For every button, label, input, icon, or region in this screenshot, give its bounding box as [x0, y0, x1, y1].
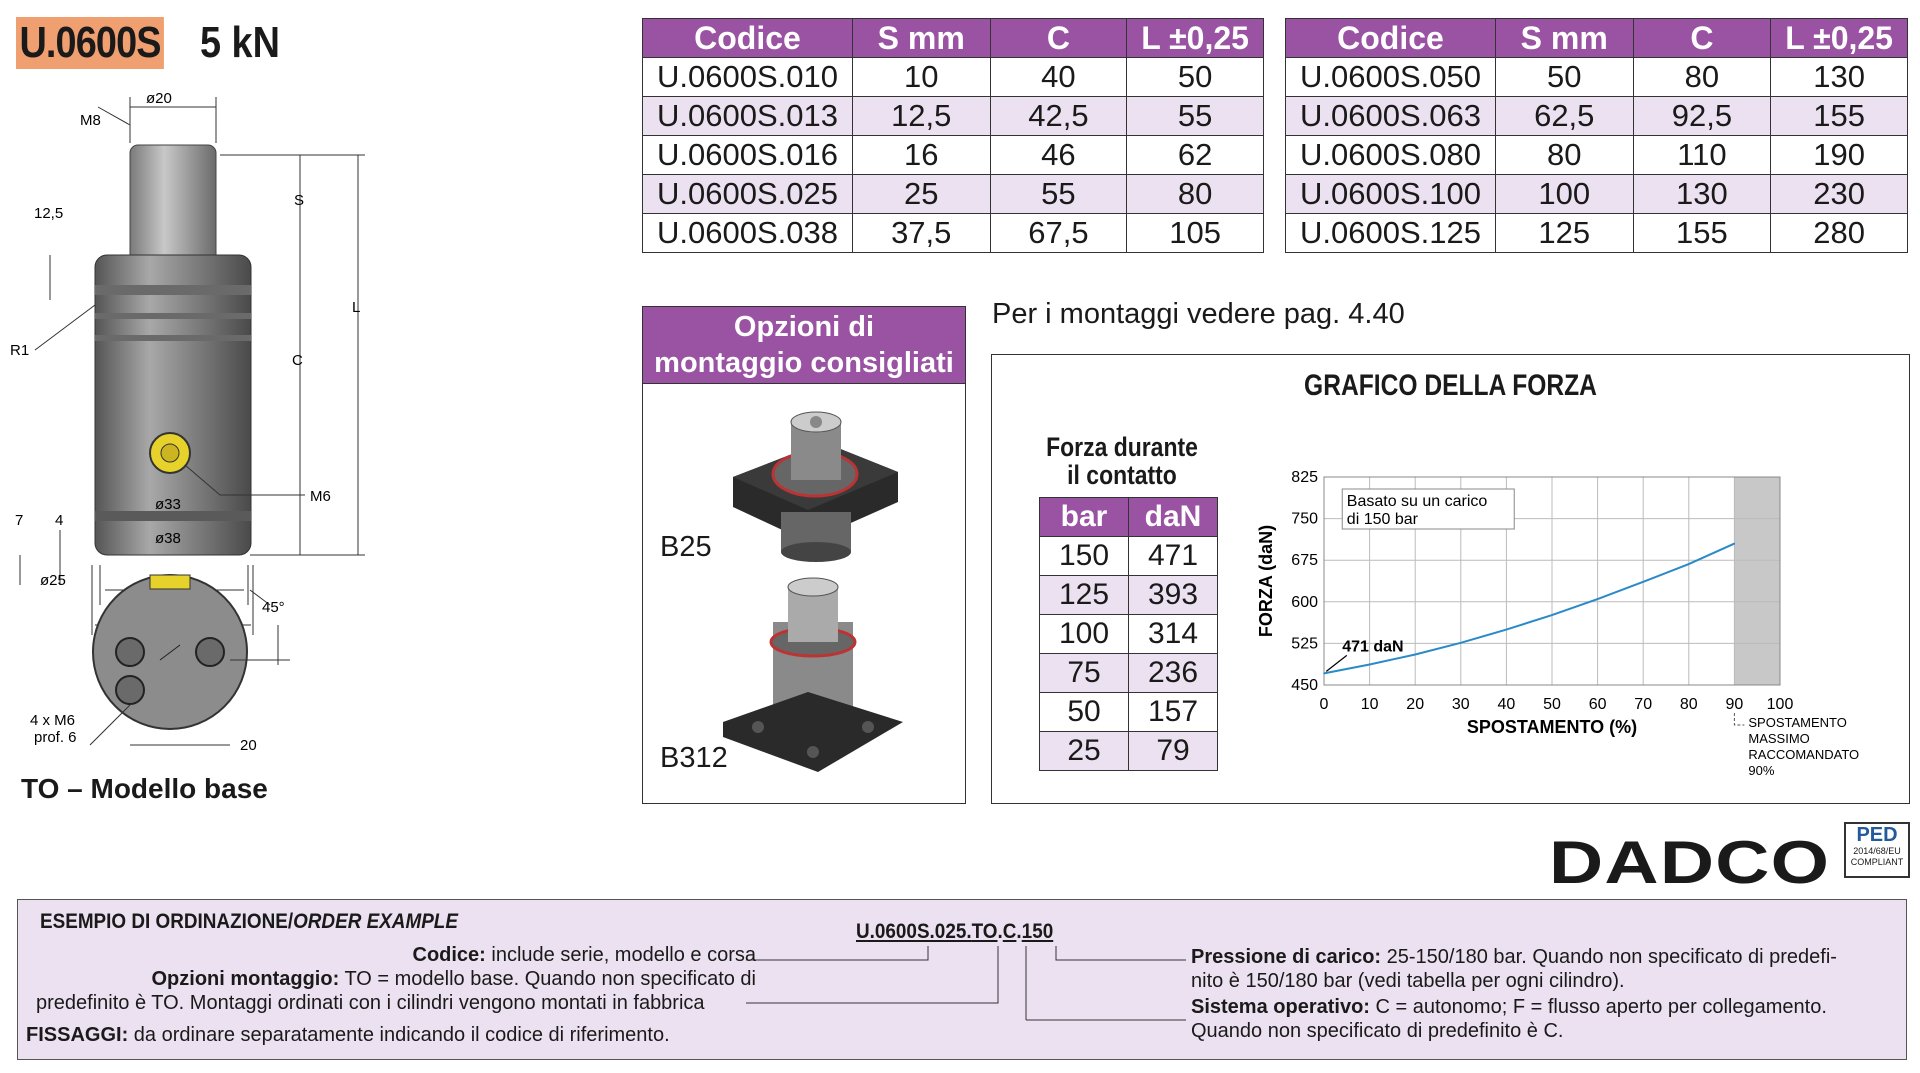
dim-m8: M8	[80, 112, 101, 129]
table-row: U.0600S.013 12,5 42,5 55	[643, 97, 1264, 136]
dim-m6: M6	[310, 488, 331, 505]
y-tick-label: 675	[1291, 552, 1318, 570]
table-row: U.0600S.063 62,5 92,5 155	[1286, 97, 1908, 136]
th-c: C	[1633, 19, 1771, 58]
th-c: C	[990, 19, 1127, 58]
mounting-options-panel	[642, 306, 966, 804]
mount-b25-label: B25	[660, 531, 712, 563]
y-tick-label: 450	[1291, 677, 1318, 694]
x-tick-label: 40	[1497, 696, 1516, 713]
data-point	[1597, 598, 1599, 600]
mount-b312-label: B312	[660, 742, 728, 774]
y-tick-label: 525	[1291, 635, 1318, 653]
mount-b25-image	[723, 402, 913, 572]
order-example-box	[17, 899, 1907, 1060]
force-table-title: Forza durante il contatto	[1046, 432, 1198, 490]
th-l: L ±0,25	[1127, 19, 1264, 58]
th-l: L ±0,25	[1771, 19, 1908, 58]
table-row: U.0600S.025 25 55 80	[643, 175, 1264, 214]
order-opzioni: Opzioni montaggio: TO = modello base. Quando non specificato di	[151, 968, 756, 990]
table-row: 50 157	[1040, 693, 1218, 732]
order-sistema-2: Quando non specificato di predefinito è C.	[1191, 1020, 1564, 1042]
annotation-line2: di 150 bar	[1346, 511, 1418, 528]
dim-holes-depth: prof. 6	[34, 729, 77, 746]
x-tick-label: 30	[1451, 696, 1470, 713]
dim-l: L	[352, 299, 361, 316]
drawing-caption: TO – Modello base	[21, 773, 268, 804]
dim-4: 4	[55, 512, 64, 529]
dim-d33: ø33	[155, 496, 181, 513]
dim-d25: ø25	[40, 572, 66, 589]
table-row: 75 236	[1040, 654, 1218, 693]
order-example-code: U.0600S.025.TO.C.150	[856, 920, 1054, 943]
code-table-right	[1285, 18, 1908, 253]
model-code: U.0600S	[16, 17, 164, 69]
table-row: 100 314	[1040, 615, 1218, 654]
data-point	[1642, 581, 1644, 583]
x-tick-label: 100	[1766, 696, 1794, 713]
table-row: 125 393	[1040, 576, 1218, 615]
dadco-logo: DADCO	[1549, 829, 1831, 896]
max-displacement-note: MASSIMO	[1748, 731, 1810, 746]
order-pressione-2: nito è 150/180 bar (vedi tabella per ogni cilindro).	[1191, 970, 1625, 992]
table-row: U.0600S.010 10 40 50	[643, 58, 1264, 97]
note-leader	[1734, 713, 1744, 725]
data-point	[1323, 673, 1325, 675]
data-point	[1460, 642, 1462, 644]
table-row: 150 471	[1040, 537, 1218, 576]
order-opzioni-2: predefinito è TO. Montaggi ordinati con i cilindri vengono montati in fabbrica	[36, 992, 705, 1014]
annotation-line1: Basato su un carico	[1346, 493, 1488, 510]
max-displacement-note: 90%	[1748, 763, 1775, 778]
max-displacement-note: SPOSTAMENTO	[1748, 715, 1847, 730]
x-tick-label: 20	[1406, 696, 1425, 713]
mount-b312-image	[718, 582, 918, 782]
data-point	[1506, 629, 1508, 631]
mount-note: Per i montaggi vedere pag. 4.40	[992, 298, 1405, 330]
dim-45deg: 45°	[262, 599, 285, 616]
order-pressione: Pressione di carico: 25-150/180 bar. Quando non specificato di predefi-	[1191, 946, 1837, 968]
dim-20: 20	[240, 737, 257, 754]
data-point	[1734, 543, 1736, 545]
force-chart-title: GRAFICO DELLA FORZA	[1304, 369, 1597, 402]
table-row: U.0600S.050 50 80 130	[1286, 58, 1908, 97]
data-point	[1688, 563, 1690, 565]
table-row: U.0600S.125 125 155 280	[1286, 214, 1908, 253]
dim-7: 7	[15, 512, 24, 529]
th-dan: daN	[1129, 498, 1218, 537]
shaded-region	[1734, 477, 1780, 685]
x-tick-label: 80	[1679, 696, 1698, 713]
x-tick-label: 70	[1634, 696, 1653, 713]
code-table-left	[642, 18, 1264, 253]
y-tick-label: 825	[1291, 469, 1318, 486]
y-tick-label: 750	[1291, 510, 1318, 528]
x-tick-label: 0	[1319, 696, 1329, 713]
x-axis-label: SPOSTAMENTO (%)	[1466, 717, 1638, 737]
max-displacement-note: RACCOMANDATO	[1748, 747, 1860, 762]
order-sistema: Sistema operativo: C = autonomo; F = flusso aperto per collegamento.	[1191, 996, 1827, 1018]
data-point	[1551, 614, 1553, 616]
order-fissaggi: FISSAGGI: da ordinare separatamente indicando il codice di riferimento.	[26, 1024, 670, 1046]
th-s-mm: S mm	[1495, 19, 1633, 58]
force-chart-panel	[991, 354, 1910, 804]
dim-12-5: 12,5	[34, 205, 64, 222]
y-axis-label: FORZA (daN)	[1256, 524, 1276, 638]
start-label: 471 daN	[1342, 638, 1404, 656]
th-s-mm: S mm	[852, 19, 990, 58]
x-tick-label: 60	[1588, 696, 1607, 713]
dim-c: C	[292, 352, 303, 369]
ped-badge: PED 2014/68/EU COMPLIANT	[1844, 822, 1910, 878]
x-tick-label: 50	[1543, 696, 1561, 713]
table-row: U.0600S.100 100 130 230	[1286, 175, 1908, 214]
x-tick-label: 90	[1725, 696, 1744, 713]
dim-d38: ø38	[155, 530, 181, 547]
data-point	[1369, 664, 1371, 666]
table-row: U.0600S.080 80 110 190	[1286, 136, 1908, 175]
dim-d20: ø20	[146, 90, 172, 107]
model-force: 5 kN	[200, 18, 280, 67]
force-chart	[1242, 455, 1909, 778]
data-point	[1414, 654, 1416, 656]
th-codice: Codice	[1286, 19, 1496, 58]
mounting-options-title: Opzioni di montaggio consigliati	[643, 307, 965, 384]
dim-s: S	[294, 192, 305, 209]
table-row: U.0600S.038 37,5 67,5 105	[643, 214, 1264, 253]
y-tick-label: 600	[1291, 593, 1318, 611]
dim-r1: R1	[10, 342, 30, 359]
x-tick-label: 10	[1360, 696, 1379, 713]
table-row: U.0600S.016 16 46 62	[643, 136, 1264, 175]
th-bar: bar	[1040, 498, 1129, 537]
order-codice: Codice: include serie, modello e corsa	[412, 944, 756, 966]
force-table	[1039, 497, 1218, 771]
th-codice: Codice	[643, 19, 853, 58]
dim-holes-count: 4 x M6	[30, 712, 76, 729]
cylinder-drawing	[0, 85, 400, 815]
table-row: 25 79	[1040, 732, 1218, 771]
order-title: ESEMPIO DI ORDINAZIONE/ORDER EXAMPLE	[40, 910, 458, 933]
